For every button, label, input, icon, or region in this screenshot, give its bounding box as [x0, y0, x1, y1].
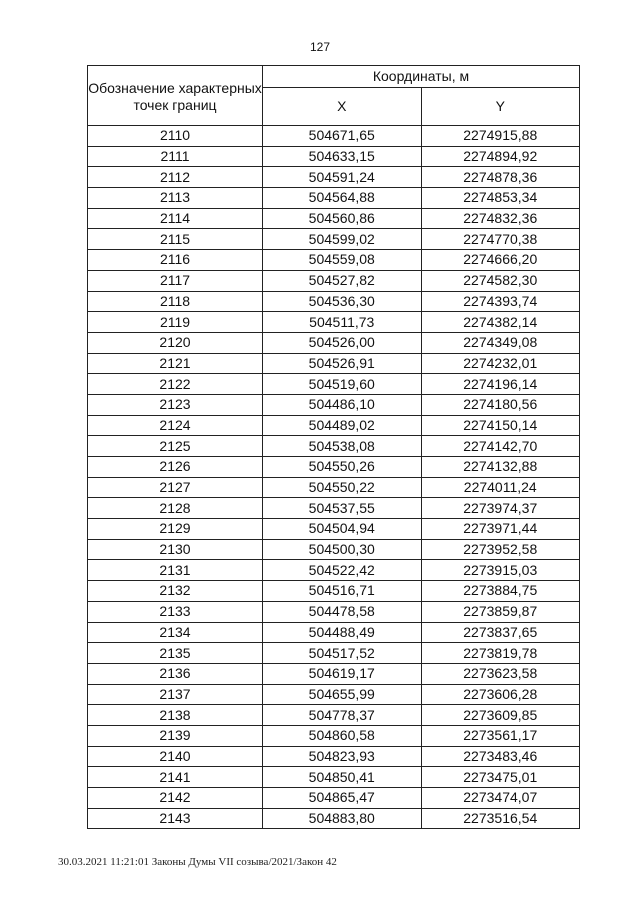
x-coordinate-cell: 504865,47: [263, 788, 422, 809]
table-row: [88, 601, 580, 622]
point-id-cell: 2118: [88, 291, 263, 312]
x-coordinate-cell: 504489,02: [263, 415, 422, 436]
table-row: [88, 539, 580, 560]
x-coordinate-cell: 504478,58: [263, 601, 422, 622]
point-id-cell: 2131: [88, 560, 263, 581]
x-coordinate-cell: 504486,10: [263, 394, 422, 415]
y-coordinate-cell: 2274382,14: [421, 312, 580, 333]
x-coordinate-cell: 504527,82: [263, 270, 422, 291]
y-coordinate-cell: 2273952,58: [421, 539, 580, 560]
point-id-cell: 2112: [88, 167, 263, 188]
table-row: [88, 560, 580, 581]
y-coordinate-cell: 2274011,24: [421, 477, 580, 498]
table-row: [88, 767, 580, 788]
table-row: [88, 188, 580, 209]
x-coordinate-cell: 504619,17: [263, 663, 422, 684]
x-coordinate-cell: 504550,22: [263, 477, 422, 498]
table-row: [88, 291, 580, 312]
x-coordinate-cell: 504633,15: [263, 146, 422, 167]
point-id-cell: 2128: [88, 498, 263, 519]
point-id-cell: 2115: [88, 229, 263, 250]
point-id-cell: 2137: [88, 684, 263, 705]
x-coordinate-cell: 504511,73: [263, 312, 422, 333]
point-id-cell: 2135: [88, 643, 263, 664]
y-coordinate-cell: 2274666,20: [421, 250, 580, 271]
point-id-cell: 2111: [88, 146, 263, 167]
x-coordinate-cell: 504522,42: [263, 560, 422, 581]
x-coordinate-cell: 504883,80: [263, 808, 422, 829]
x-coordinate-cell: 504536,30: [263, 291, 422, 312]
point-id-cell: 2132: [88, 581, 263, 602]
y-coordinate-cell: 2274878,36: [421, 167, 580, 188]
point-id-cell: 2139: [88, 725, 263, 746]
x-coordinate-cell: 504537,55: [263, 498, 422, 519]
point-designation-header: Обозначение характерных точек границ: [88, 66, 263, 126]
point-id-cell: 2119: [88, 312, 263, 333]
point-id-cell: 2141: [88, 767, 263, 788]
y-coordinate-cell: 2273974,37: [421, 498, 580, 519]
point-id-cell: 2116: [88, 250, 263, 271]
point-id-cell: 2125: [88, 436, 263, 457]
point-id-cell: 2126: [88, 457, 263, 478]
point-id-cell: 2110: [88, 126, 263, 147]
table-row: [88, 394, 580, 415]
x-coordinate-cell: 504526,00: [263, 332, 422, 353]
table-row: [88, 581, 580, 602]
y-coordinate-cell: 2274232,01: [421, 353, 580, 374]
point-id-cell: 2138: [88, 705, 263, 726]
point-id-cell: 2120: [88, 332, 263, 353]
x-coordinate-cell: 504559,08: [263, 250, 422, 271]
y-coordinate-cell: 2273606,28: [421, 684, 580, 705]
y-coordinate-cell: 2274142,70: [421, 436, 580, 457]
point-id-cell: 2123: [88, 394, 263, 415]
page-number: 127: [309, 40, 331, 54]
document-footer: 30.03.2021 11:21:01 Законы Думы VII созыва/2021/Закон 42: [58, 856, 337, 868]
table-row: [88, 622, 580, 643]
table-body: [88, 126, 580, 829]
y-coordinate-cell: 2273859,87: [421, 601, 580, 622]
table-row: [88, 746, 580, 767]
point-id-cell: 2133: [88, 601, 263, 622]
table-row: [88, 684, 580, 705]
table-row: [88, 353, 580, 374]
y-coordinate-cell: 2274853,34: [421, 188, 580, 209]
table-row: [88, 643, 580, 664]
table-row: [88, 270, 580, 291]
y-coordinate-cell: 2274393,74: [421, 291, 580, 312]
x-coordinate-cell: 504500,30: [263, 539, 422, 560]
x-coordinate-cell: 504599,02: [263, 229, 422, 250]
table-row: [88, 126, 580, 147]
point-id-cell: 2130: [88, 539, 263, 560]
point-id-cell: 2134: [88, 622, 263, 643]
table-row: [88, 312, 580, 333]
point-id-cell: 2140: [88, 746, 263, 767]
table-row: [88, 208, 580, 229]
x-coordinate-cell: 504517,52: [263, 643, 422, 664]
x-column-header: X: [263, 87, 422, 125]
table-row: [88, 725, 580, 746]
y-coordinate-cell: 2273609,85: [421, 705, 580, 726]
point-id-cell: 2117: [88, 270, 263, 291]
y-coordinate-cell: 2274832,36: [421, 208, 580, 229]
y-coordinate-cell: 2273623,58: [421, 663, 580, 684]
y-coordinate-cell: 2273475,01: [421, 767, 580, 788]
x-coordinate-cell: 504560,86: [263, 208, 422, 229]
y-coordinate-cell: 2274349,08: [421, 332, 580, 353]
x-coordinate-cell: 504538,08: [263, 436, 422, 457]
y-coordinate-cell: 2274894,92: [421, 146, 580, 167]
table-row: [88, 250, 580, 271]
coordinates-header: Координаты, м: [263, 66, 580, 88]
y-coordinate-cell: 2274915,88: [421, 126, 580, 147]
y-coordinate-cell: 2274132,88: [421, 457, 580, 478]
y-coordinate-cell: 2273561,17: [421, 725, 580, 746]
point-id-cell: 2142: [88, 788, 263, 809]
point-id-cell: 2114: [88, 208, 263, 229]
y-coordinate-cell: 2273837,65: [421, 622, 580, 643]
y-coordinate-cell: 2273884,75: [421, 581, 580, 602]
x-coordinate-cell: 504671,65: [263, 126, 422, 147]
x-coordinate-cell: 504526,91: [263, 353, 422, 374]
table-row: [88, 788, 580, 809]
point-id-cell: 2121: [88, 353, 263, 374]
table-row: [88, 498, 580, 519]
table-row: [88, 477, 580, 498]
x-coordinate-cell: 504591,24: [263, 167, 422, 188]
point-id-cell: 2143: [88, 808, 263, 829]
y-coordinate-cell: 2273474,07: [421, 788, 580, 809]
x-coordinate-cell: 504550,26: [263, 457, 422, 478]
y-coordinate-cell: 2273971,44: [421, 519, 580, 540]
x-coordinate-cell: 504655,99: [263, 684, 422, 705]
y-coordinate-cell: 2274196,14: [421, 374, 580, 395]
coordinates-table: [87, 65, 580, 829]
x-coordinate-cell: 504519,60: [263, 374, 422, 395]
x-coordinate-cell: 504860,58: [263, 725, 422, 746]
point-id-cell: 2122: [88, 374, 263, 395]
table-row: [88, 457, 580, 478]
y-column-header: Y: [421, 87, 580, 125]
y-coordinate-cell: 2274582,30: [421, 270, 580, 291]
y-coordinate-cell: 2273915,03: [421, 560, 580, 581]
x-coordinate-cell: 504564,88: [263, 188, 422, 209]
table-row: [88, 808, 580, 829]
x-coordinate-cell: 504516,71: [263, 581, 422, 602]
point-id-cell: 2129: [88, 519, 263, 540]
point-id-cell: 2113: [88, 188, 263, 209]
y-coordinate-cell: 2274770,38: [421, 229, 580, 250]
table-row: [88, 519, 580, 540]
x-coordinate-cell: 504504,94: [263, 519, 422, 540]
table-row: [88, 332, 580, 353]
y-coordinate-cell: 2274180,56: [421, 394, 580, 415]
table-row: [88, 415, 580, 436]
table-row: [88, 705, 580, 726]
x-coordinate-cell: 504778,37: [263, 705, 422, 726]
point-id-cell: 2136: [88, 663, 263, 684]
table-row: [88, 229, 580, 250]
y-coordinate-cell: 2274150,14: [421, 415, 580, 436]
table-header: [88, 66, 580, 126]
point-id-cell: 2124: [88, 415, 263, 436]
x-coordinate-cell: 504823,93: [263, 746, 422, 767]
y-coordinate-cell: 2273516,54: [421, 808, 580, 829]
y-coordinate-cell: 2273483,46: [421, 746, 580, 767]
table-row: [88, 663, 580, 684]
point-id-cell: 2127: [88, 477, 263, 498]
x-coordinate-cell: 504488,49: [263, 622, 422, 643]
x-coordinate-cell: 504850,41: [263, 767, 422, 788]
table-row: [88, 146, 580, 167]
table-row: [88, 167, 580, 188]
y-coordinate-cell: 2273819,78: [421, 643, 580, 664]
table-row: [88, 374, 580, 395]
table-row: [88, 436, 580, 457]
